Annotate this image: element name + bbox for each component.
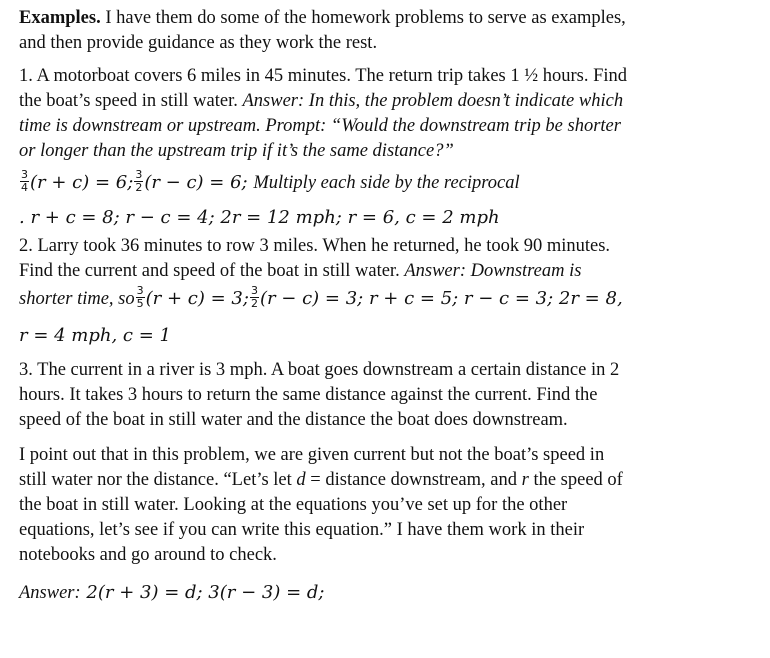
problem-1-line-2: the boat’s speed in still water. — [19, 91, 243, 111]
problem-3-line-1: 3. The current in a river is 3 mph. A boat goes downstream a certain distance in 2 — [19, 360, 620, 380]
intro-line-2: and then provide guidance as they work the rest. — [19, 33, 378, 53]
fraction-three-halves: $\frac{3}{2}$ — [135, 168, 143, 195]
intro-paragraph — [19, 6, 759, 56]
variable-r: r — [521, 470, 529, 490]
problem-2-result: r = 4 mph, c = 1 — [19, 325, 171, 346]
problem-2-answer-intro: Answer: Downstream is — [404, 261, 582, 281]
examples-heading: Examples. — [19, 8, 101, 28]
problem-2 — [19, 234, 759, 284]
fraction-three-halves-2: $\frac{3}{2}$ — [250, 284, 258, 311]
guidance-line-4: equations, let’s see if you can write this equation.” I have them work in their — [19, 520, 585, 540]
problem-3 — [19, 358, 759, 433]
problem-1-prompt-line-2: or longer than the upstream trip if it’s the same distance?” — [19, 141, 454, 161]
reciprocal-note: Multiply each side by the reciprocal — [253, 173, 520, 193]
problem-1-answer-intro: Answer: In this, the problem doesn’t indicate which — [242, 91, 624, 111]
problem-1-equation-2: . r + c = 8; r − c = 4; 2r = 12 mph; r = 6, c = 2 mph — [19, 207, 500, 228]
answer-equation: 2(r + 3) = d; 3(r − 3) = d; — [80, 582, 325, 603]
problem-2-line-1: 2. Larry took 36 minutes to row 3 miles. When he returned, he took 90 minutes. — [19, 236, 611, 256]
answer-label: Answer: — [19, 583, 81, 603]
answer-line — [19, 578, 759, 608]
problem-1-equation-1: $\frac{3}{4}$ (r + c) = 6; $\frac{3}{2}$ (r − c) = 6; Multiply each side by the reciprocal — [21, 168, 520, 195]
problem-1-line-1: 1. A motorboat covers 6 miles in 45 minutes. The return trip takes 1 ½ hours. Find — [19, 66, 628, 86]
guidance-line-3: the boat in still water. Looking at the equations you’ve set up for the other — [19, 495, 568, 515]
guidance-line-5: notebooks and go around to check. — [19, 545, 277, 565]
variable-d: d — [296, 470, 306, 490]
problem-2-line-2: Find the current and speed of the boat in still water. — [19, 261, 405, 281]
intro-line-1: I have them do some of the homework problems to serve as examples, — [100, 8, 626, 28]
problem-1 — [19, 64, 759, 164]
fraction-three-fourths: $\frac{3}{4}$ — [21, 168, 28, 195]
document-page — [19, 6, 759, 608]
problem-3-line-2: hours. It takes 3 hours to return the same distance against the current. Find the — [19, 385, 598, 405]
fraction-three-fifths: $\frac{3}{5}$ — [136, 284, 144, 311]
guidance-paragraph: I point out that in this problem, we are given current but not the boat’s speed in still water nor the distance. “Let’s let d = distance downstream, and r the speed of the boat in still water. Looking at the equations you’ve set up for the other equations, let’s see if you can write this equation.” I have them work in their notebooks and go around to check. — [19, 443, 759, 568]
problem-1-prompt-line-1: time is downstream or upstream. Prompt: “Would the downstream trip be shorter — [19, 116, 621, 136]
problem-3-line-3: speed of the boat in still water and the distance the boat does downstream. — [19, 410, 568, 430]
guidance-line-1: I point out that in this problem, we are given current but not the boat’s speed in — [19, 445, 605, 465]
problem-2-equation-line: shorter time, so $\frac{3}{5}$ (r + c) = 3; $\frac{3}{2}$ (r − c) = 3; r + c = 5; r − c = 3; 2r = 8, — [19, 284, 623, 311]
